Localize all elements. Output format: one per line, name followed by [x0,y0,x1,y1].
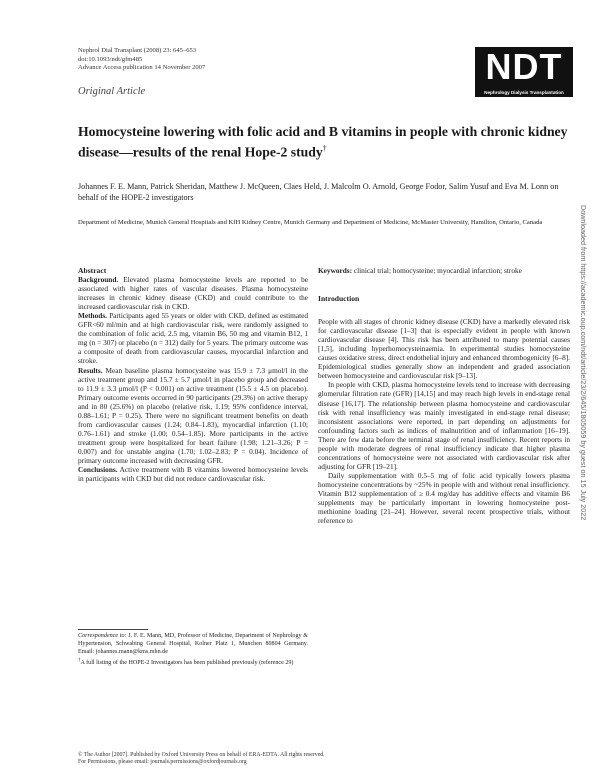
intro-paragraph-2: In people with CKD, plasma homocysteine levels tend to increase with decreasing glomerular filtration rate (GFR) [14,15] and may reach high levels in end-stage renal disease [16,17]. The relationship between plasma homocysteine and cardiovascular risk with renal insufficiency was mainly investigated in end-stage renal disease; inconsistent associations were reported, in part depending on adjustments for confounding factors such as indices of malnutrition and of inflammation [16–19]. There are few data before the terminal stage of renal insufficiency. Recent reports in people with moderate degrees of renal insufficiency indicate that higher plasma concentrations of homocysteine were not associated with cardiovascular risk after adjusting for GFR [19–21]. [318,380,570,471]
methods-text: Participants aged 55 years or older with CKD, defined as estimated GFR<60 ml/min and at high cardiovascular risk, were randomly assigned to the combination of folic acid, 2.5 mg, vitamin B6, 50 mg and vitamin B12, 1 mg (n = 307) or placebo (n = 312) daily for 5 years. The primary outcome was a composite of death from cardiovascular causes, myocardial infarction and stroke. [78,311,309,366]
abstract-conclusions [78,465,308,483]
copyright-line: © The Author [2007]. Published by Oxford University Press on behalf of ERA-EDTA. All rights reserved. [78,752,325,758]
section-label: Original Article [78,86,146,97]
journal-header [78,47,205,73]
journal-citation: Nephrol Dial Transplant (2008) 23: 645–653 [78,47,197,54]
advance-access-date: Advance Access publication 14 November 2007 [78,64,206,72]
permissions-line: For Permissions, please email: journals.permissions@oxfordjournals.org [78,759,247,766]
author-list: Johannes F. E. Mann, Patrick Sheridan, Matthew J. McQueen, Claes Held, J. Malcolm O. Arnold, George Fodor, Salim Yusuf and Eva M. Lonn on behalf of the HOPE-2 investigators [78,182,559,202]
journal-logo [475,47,573,97]
footnote-divider [78,629,148,630]
affiliation: Department of Medicine, Munich General Hospitals and KfH Kidney Centre, Munich Germany and Department of Medicine, McMaster University, Hamilton, Ontario, Canada [78,219,543,226]
results-label: Results. [78,365,103,375]
intro-paragraph-1: People with all stages of chronic kidney disease (CKD) have a markedly elevated risk for cardiovascular disease [1–3] that is especially evident in people with known cardiovascular disease [4]. This risk has been attributed to many potential causes [1,5], including hyperhomocysteinaemia. In experimental studies homocysteine causes oxidative stress, direct endothelial injury and enhanced thrombogenicity [6–8]. Epidemiological studies generally show an independent and graded association between homocysteine and cardiovascular risk [9–13]. [318,317,570,381]
abstract-methods [78,311,308,365]
right-column [318,266,570,525]
keywords-label: Keywords: [318,266,353,275]
methods-label: Methods. [78,311,107,321]
journal-doi: doi:10.1093/ndt/gfm485 [78,55,143,63]
copyright-notes [78,752,325,767]
abstract [78,266,308,483]
correspondence-text: J. F. E. Mann, MD, Professor of Medicine, Department of Nephrology & Hypertension, Schwabing General Hospital, Kolner Platz 1, Munchen 80804 Germany. Email: johannes.mann@kms.mhn.de [78,633,308,655]
conclusions-text: Active treatment with B vitamins lowered homocysteine levels in participants with CKD but did not reduce cardiovascular risk. [78,465,308,484]
background-label: Background. [78,275,119,285]
investigators-note-text: A full listing of the HOPE-2 Investigators has been published previously (reference 29) [80,659,294,666]
intro-paragraph-3: Daily supplementation with 0.5–5 mg of folic acid typically lowers plasma homocysteine concentrations by ~25% in people with and without renal insufficiency. Vitamin B12 supplementation of ≥ 0.4 mg/day has additive effects and vitamin B6 supplements may be particularly important in lowering homocysteine post-methionine loading [21–24]. However, several recent prospective trials, without reference to [318,470,570,526]
title-text: Homocysteine lowering with folic acid and B vitamins in people with chronic kidney disease—results of the renal Hope-2 study [78,124,568,160]
conclusions-label: Conclusions. [78,465,118,475]
abstract-background [78,275,308,311]
introduction-heading: Introduction [318,294,360,304]
correspondence-block [78,633,308,657]
keywords-text: clinical trial; homocysteine; myocardial infarction; stroke [353,266,522,275]
logo-subtitle: Nephrology Dialysis Transplantation [484,90,564,95]
download-watermark: Downloaded from https://academic.oup.com/ndt/article/23/2/645/1805059 by guest on 15 July 2022 [579,205,588,521]
correspondence-footnote [78,633,308,668]
results-text: Mean baseline plasma homocysteine was 15.9 ± 7.3 μmol/l in the active treatment group and 15.7 ± 5.7 μmol/l in placebo group and decreased to 11.9 ± 3.3 μmol/l (P < 0.001) on active treatment (15.5 ± 4.5 on placebo). Primary outcome events occurred in 90 participants (29.3%) on active therapy and in 80 (25.6%) on placebo (relative risk, 1.19; 95% confidence interval, 0.88–1.61; P = 0.25). There were no significant treatment benefits on death from cardiovascular causes (1.24; 0.84–1.83), myocardial infarction (1.10; 0.76–1.61) and stroke (1.00; 0.54–1.85). More participants in the active treatment group were hospitalized for heart failure (1.98; 1.21–3.26; P = 0.007) and for unstable angina (1.70; 1.02–2.83; P = 0.04). Incidence of primary outcome increased with decreasing GFR. [78,365,308,465]
abstract-heading: Abstract [78,266,107,275]
keywords [318,266,570,275]
investigators-note [78,657,308,668]
title-footnote-mark: † [322,143,327,153]
investigators-note-mark: † [78,656,81,663]
logo-text: NDT [485,46,563,87]
article-title [78,124,568,161]
abstract-results [78,366,308,466]
correspondence-label: Correspondence to: [78,633,127,639]
background-text: Elevated plasma homocysteine levels are reported to be associated with higher rates of vascular diseases. Plasma homocysteine increases in chronic kidney disease (CKD) and could contribute to the increased cardiovascular risk in CKD. [78,275,308,312]
